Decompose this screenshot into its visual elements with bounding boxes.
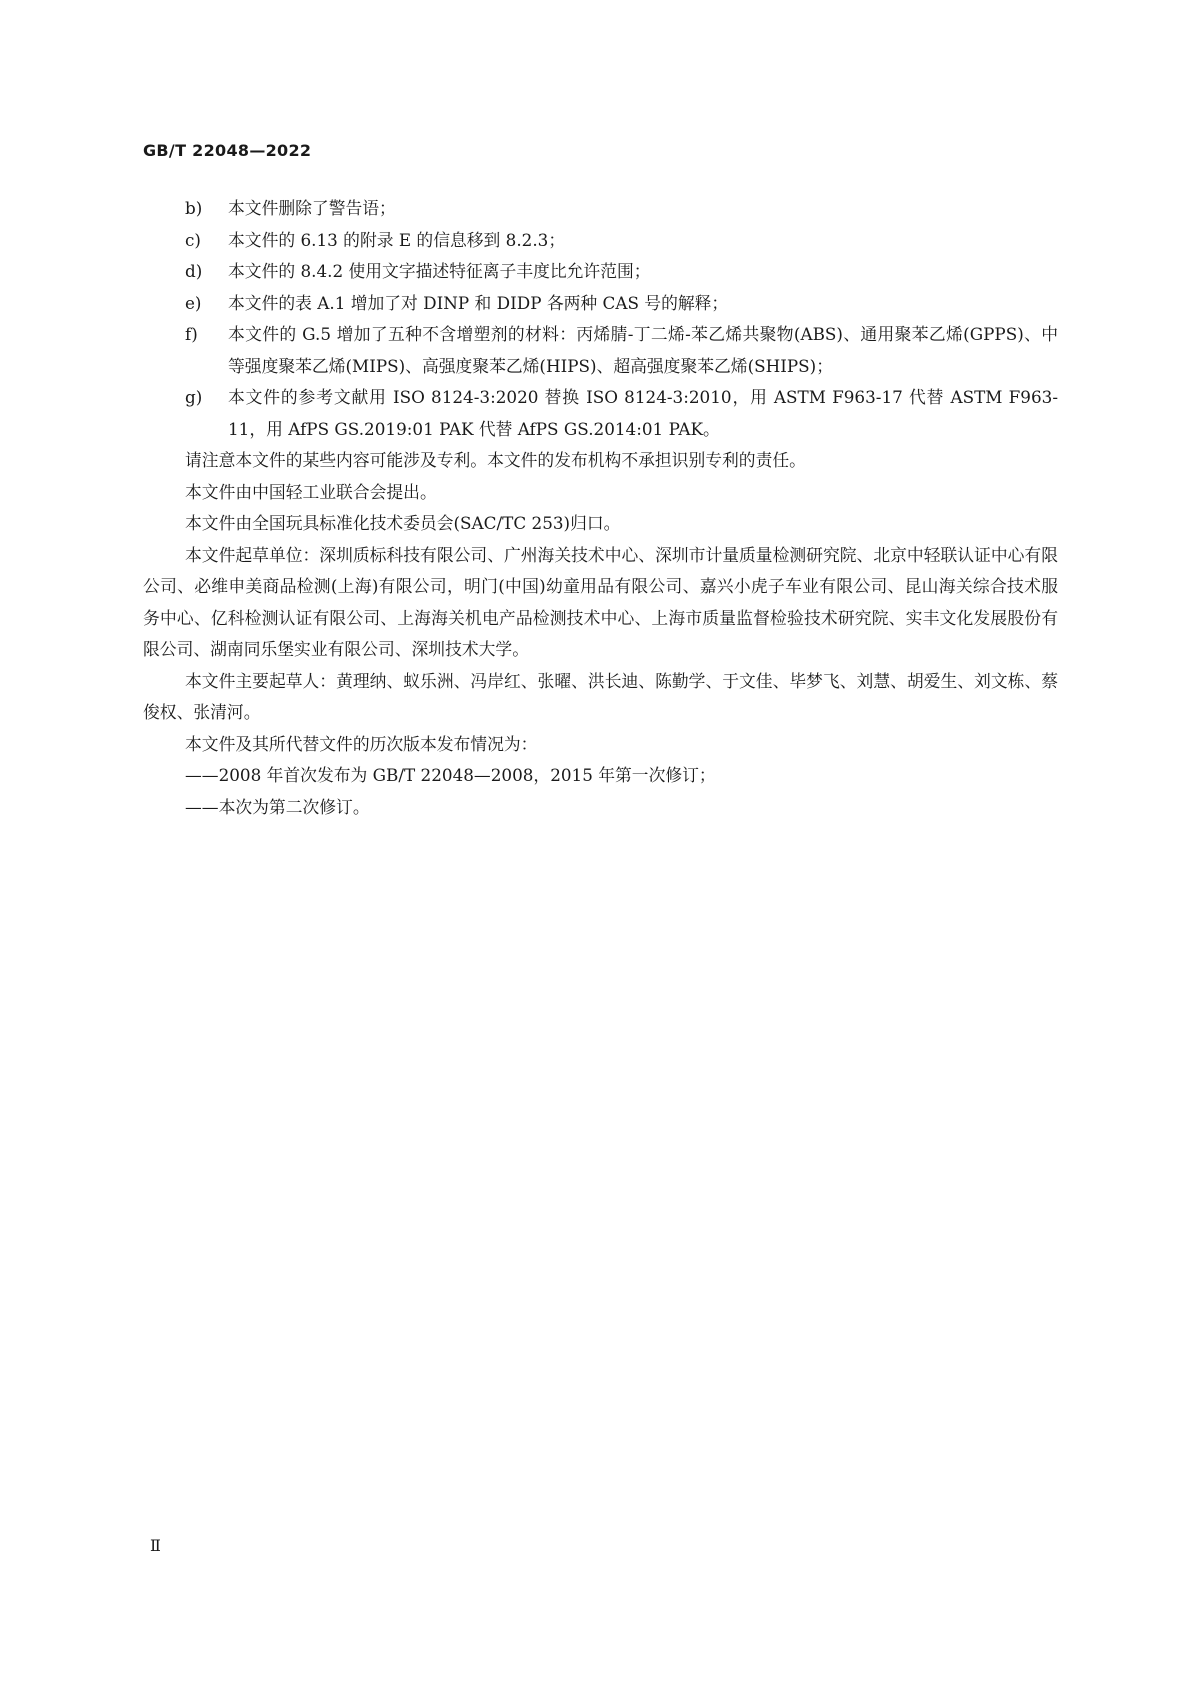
history-item: ——本次为第二次修订。 xyxy=(185,796,370,817)
document-code: GB/T 22048—2022 xyxy=(143,141,312,160)
list-marker: d) xyxy=(185,261,203,281)
list-marker: f) xyxy=(185,324,198,344)
list-item-b xyxy=(143,193,1058,225)
list-item-d xyxy=(143,256,1058,288)
list-text: 本文件的 G.5 增加了五种不含增塑剂的材料：丙烯腈-丁二烯-苯乙烯共聚物(ABS)、通用聚苯乙烯(GPPS)、中等强度聚苯乙烯(MIPS)、高强度聚苯乙烯(HIPS)、超高强度聚苯乙烯(SHIPS)； xyxy=(228,324,1058,376)
list-item-c xyxy=(143,225,1058,257)
drafting-units: 本文件起草单位：深圳质标科技有限公司、广州海关技术中心、深圳市计量质量检测研究院、北京中轻联认证中心有限公司、必维申美商品检测(上海)有限公司，明门(中国)幼童用品有限公司、嘉兴小虎子车业有限公司、昆山海关综合技术服务中心、亿科检测认证有限公司、上海海关机电产品检测技术中心、上海市质量监督检验技术研究院、实丰文化发展股份有限公司、湖南同乐堡实业有限公司、深圳技术大学。 xyxy=(143,544,1058,659)
page-number: Ⅱ xyxy=(150,1536,161,1555)
main-drafters: 本文件主要起草人：黄理纳、蚁乐洲、冯岸红、张曜、洪长迪、陈勤学、于文佳、毕梦飞、刘慧、胡爱生、刘文栋、蔡俊权、张清河。 xyxy=(143,670,1058,722)
list-text: 本文件的表 A.1 增加了对 DINP 和 DIDP 各两种 CAS 号的解释； xyxy=(228,292,729,313)
list-text: 本文件的参考文献用 ISO 8124-3:2020 替换 ISO 8124-3:2010，用 ASTM F963-17 代替 ASTM F963-11，用 AfPS GS.2019:01 PAK 代替 AfPS GS.2014:01 PAK。 xyxy=(228,387,1058,439)
foreword-body xyxy=(143,193,1058,823)
centralized-by: 本文件由全国玩具标准化技术委员会(SAC/TC 253)归口。 xyxy=(185,513,621,533)
list-text: 本文件的 8.4.2 使用文字描述特征离子丰度比允许范围； xyxy=(228,261,651,281)
list-text: 本文件的 6.13 的附录 E 的信息移到 8.2.3； xyxy=(228,229,566,250)
list-marker: g) xyxy=(185,387,203,407)
history-item: ——2008 年首次发布为 GB/T 22048—2008，2015 年第一次修订； xyxy=(185,765,716,785)
list-marker: e) xyxy=(185,292,202,313)
proposed-by: 本文件由中国轻工业联合会提出。 xyxy=(185,481,437,502)
list-text: 本文件删除了警告语； xyxy=(228,198,396,218)
list-marker: c) xyxy=(185,229,201,250)
patent-notice: 请注意本文件的某些内容可能涉及专利。本文件的发布机构不承担识别专利的责任。 xyxy=(185,450,806,470)
list-item-e xyxy=(143,288,1058,320)
list-item-f xyxy=(143,319,1058,382)
list-item-g xyxy=(143,382,1058,445)
history-intro: 本文件及其所代替文件的历次版本发布情况为： xyxy=(185,733,538,754)
list-marker: b) xyxy=(185,198,203,218)
